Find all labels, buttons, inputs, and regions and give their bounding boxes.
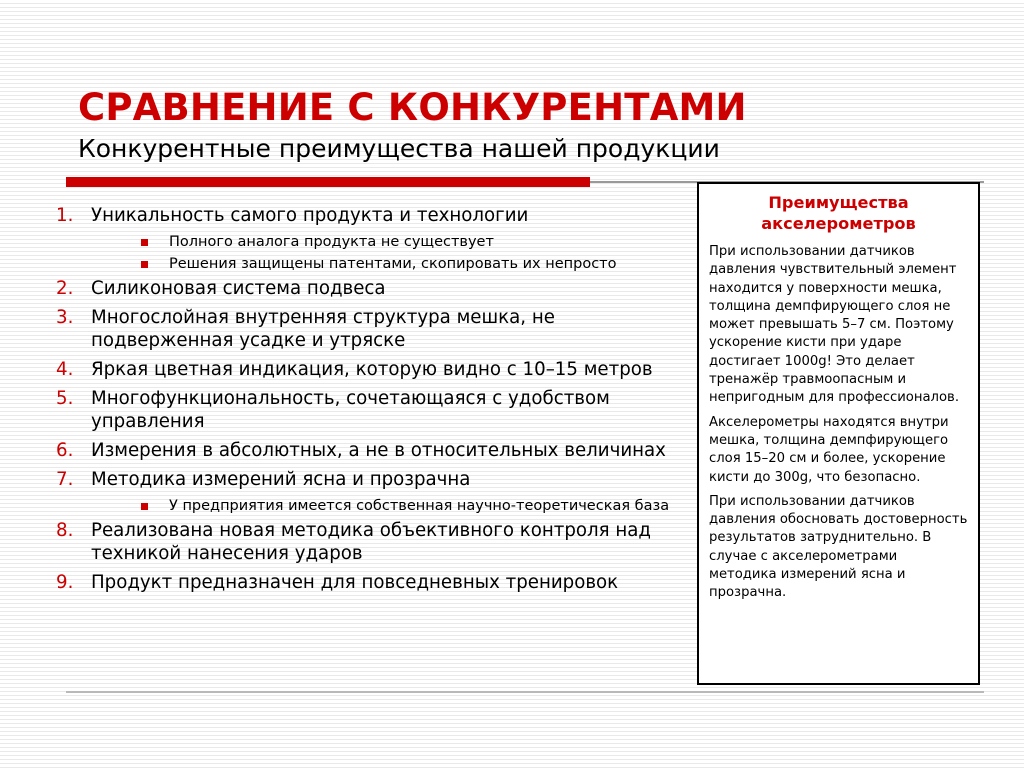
list-item — [56, 468, 696, 491]
list-subitem — [56, 497, 696, 516]
list-item — [56, 204, 696, 227]
list-item-text: Продукт предназначен для повседневных тренировок — [91, 572, 619, 593]
list-item-text: Яркая цветная индикация, которую видно с 10–15 метров — [91, 359, 653, 380]
box-paragraph: Акселерометры находятся внутри мешка, толщина демпфирующего слоя 15–20 см и более, ускорение кисти до 300g, что безопасно. — [709, 414, 949, 485]
list-item-number: 4. — [56, 359, 74, 380]
list-item-number: 2. — [56, 278, 74, 299]
square-bullet-icon — [141, 261, 148, 268]
accelerometer-advantages-box — [697, 182, 980, 685]
footer-divider-line — [66, 691, 984, 693]
list-subitem-text: Решения защищены патентами, скопировать их непросто — [169, 256, 617, 272]
list-item-number: 1. — [56, 205, 74, 226]
list-item — [56, 439, 696, 462]
slide-title: СРАВНЕНИЕ С КОНКУРЕНТАМИ — [78, 86, 747, 129]
list-item — [56, 519, 696, 565]
list-item-text: Многофункциональность, сочетающаяся с удобством управления — [91, 388, 610, 432]
box-title: Преимущества акселерометров — [761, 193, 916, 233]
list-item-number: 5. — [56, 388, 74, 409]
list-item-number: 3. — [56, 307, 74, 328]
slide-subtitle: Конкурентные преимущества нашей продукции — [78, 134, 720, 163]
list-item — [56, 306, 696, 352]
list-subitem — [56, 255, 696, 274]
advantages-list — [56, 204, 696, 600]
list-item-number: 7. — [56, 469, 74, 490]
list-subitem-text: У предприятия имеется собственная научно-теоретическая база — [169, 498, 670, 514]
list-subitem-text: Полного аналога продукта не существует — [169, 234, 494, 250]
title-accent-bar — [66, 177, 590, 187]
square-bullet-icon — [141, 239, 148, 246]
list-item-number: 8. — [56, 520, 74, 541]
box-paragraph: При использовании датчиков давления чувствительный элемент находится у поверхности мешка, толщина демпфирующего слоя не может превышать 5–7 см. Поэтому ускорение кисти при ударе достигает 1000g! Это делает тренажёр травмоопасным и непригодным для профессионалов. — [709, 244, 960, 406]
list-item-text: Реализована новая методика объективного контроля над техникой нанесения ударов — [91, 520, 651, 564]
square-bullet-icon — [141, 503, 148, 510]
list-item-number: 6. — [56, 440, 74, 461]
list-item-text: Многослойная внутренняя структура мешка, не подверженная усадке и утряске — [91, 307, 555, 351]
list-item-text: Методика измерений ясна и прозрачна — [91, 469, 471, 490]
list-item — [56, 571, 696, 594]
list-item — [56, 358, 696, 381]
list-item-text: Измерения в абсолютных, а не в относительных величинах — [91, 440, 666, 461]
list-item — [56, 387, 696, 433]
list-item — [56, 277, 696, 300]
list-item-text: Уникальность самого продукта и технологии — [91, 205, 529, 226]
list-subitem — [56, 233, 696, 252]
list-item-text: Силиконовая система подвеса — [91, 278, 386, 299]
box-paragraph: При использовании датчиков давления обосновать достоверность результатов затруднительно. В случае с акселерометрами методика измерений ясна и прозрачна. — [709, 493, 968, 601]
list-item-number: 9. — [56, 572, 74, 593]
